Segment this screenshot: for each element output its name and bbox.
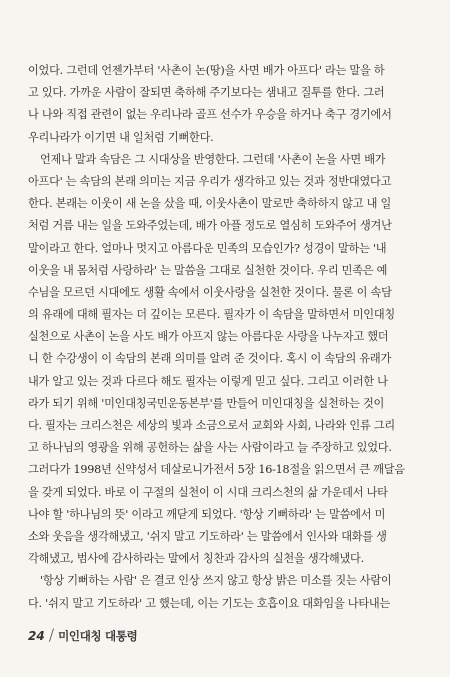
text-line: 나야 할 '하나님의 뜻' 이라고 깨닫게 되었다. '항상 기뻐하라' 는 말씀에서 미: [28, 507, 386, 521]
text-line: 소와 웃음을 생각해냈고, '쉬지 말고 기도하라' 는 말씀에서 인사와 대화를 생: [28, 529, 387, 543]
text-line: 그러다가 1998년 신약성서 데살로니가전서 5장 16-18절을 읽으면서 큰 깨달음: [28, 463, 405, 477]
paragraph: [28, 570, 422, 614]
page-number: 24: [28, 629, 45, 643]
body-text: [28, 60, 422, 615]
text-line: 라가 되기 위해 '미인대칭국민운동본부'를 만들어 미인대칭을 실천하는 것이: [28, 396, 385, 410]
text-line: 이웃을 내 몸처럼 사랑하라' 는 말씀을 그대로 실천한 것이다. 우리 민족은 예: [28, 263, 388, 277]
text-line: 고 하나님의 영광을 위해 공헌하는 삶을 사는 사람이라고 늘 주장하고 있었다.: [28, 441, 392, 455]
text-line: 니 한 수강생이 이 속담의 본래 의미를 알려 준 것이다. 혹시 이 속담의 유래가: [28, 352, 392, 366]
text-line: 나 나와 직접 관련이 없는 우리나라 골프 선수가 우승을 하거나 축구 경기에서: [28, 108, 392, 122]
text-line: 아프다' 는 속담의 본래 의미는 지금 우리가 생각하고 있는 것과 정반대였다고: [28, 174, 392, 188]
text-line: 내가 알고 있는 것과 다르다 해도 필자는 이렇게 믿고 싶다. 그리고 이러한 나: [28, 374, 388, 388]
book-title: 미인대칭 대통령: [58, 629, 138, 643]
text-line: 다. '쉬지 말고 기도하라' 고 했는데, 이는 기도는 호흡이요 대화임을 나타내는: [28, 596, 391, 610]
page-footer: [28, 625, 137, 644]
text-line: 을 갖게 되었다. 바로 이 구절의 실천이 이 시대 크리스천의 삶 가운데서 나타: [28, 485, 388, 499]
text-line: 말이라고 한다. 얼마나 멋지고 아름다운 민족의 모습인가? 성경이 말하는 '내: [28, 241, 387, 255]
text-line: 수님을 모르던 시대에도 생활 속에서 이웃사랑을 실천한 것이다. 물론 이 속담: [28, 285, 392, 299]
text-line: 각해냈고, 범사에 감사하라는 말에서 칭찬과 감사의 실천을 생각해냈다.: [28, 552, 364, 566]
text-line: 다. 필자는 크리스천은 세상의 빛과 소금으로서 교회와 사회, 나라와 인류 그리: [28, 419, 395, 432]
text-line: 한다. 본래는 이웃이 새 논을 샀을 때, 이웃사촌이 말로만 축하하지 않고 내 일: [28, 197, 392, 211]
text-line: 실천으로 사촌이 논을 사도 배가 아프지 않는 아름다운 사랑을 나누자고 했더: [28, 330, 389, 344]
paragraph: [28, 60, 422, 149]
text-line: 언제나 말과 속담은 그 시대상을 반영한다. 그런데 '사촌이 논을 사면 배가: [40, 152, 386, 166]
text-line: 처럼 거름 내는 일을 도와주었는데, 배가 아플 정도로 열심히 도와주어 생겨난: [28, 219, 392, 233]
text-line: 우리나라가 이기면 내 일처럼 기뻐한다.: [28, 130, 214, 144]
text-line: '항상 기뻐하는 사람' 은 결코 인상 쓰지 않고 항상 밝은 미소를 짓는 사람이: [40, 574, 392, 588]
paragraph: [28, 149, 422, 571]
text-line: 이었다. 그런데 언젠가부터 '사촌이 논(땅)을 사면 배가 아프다' 라는 말을 하: [28, 64, 385, 77]
footer-divider: /: [48, 625, 55, 644]
text-line: 고 있다. 가까운 사람이 잘되면 축하해 주기보다는 샘내고 질투를 한다. 그러: [28, 86, 385, 100]
text-line: 의 유래에 대해 필자는 더 깊이는 모른다. 필자가 이 속담을 말하면서 미인대칭: [28, 308, 395, 322]
